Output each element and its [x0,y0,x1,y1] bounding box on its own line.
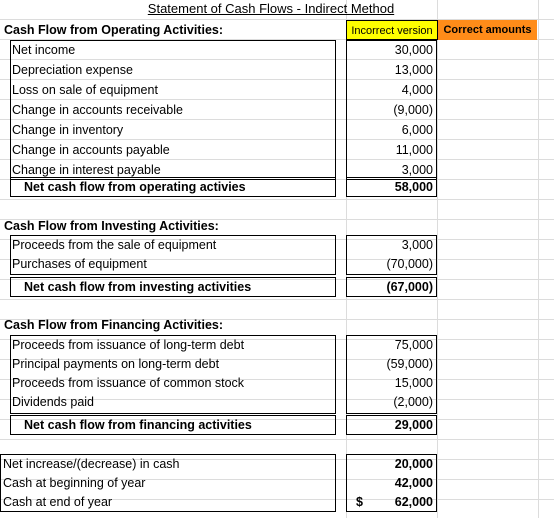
operating-item-label: Change in inventory [12,123,124,137]
summary-item-value[interactable]: 62,000 [394,495,433,509]
operating-item-value[interactable]: (9,000) [393,103,433,117]
gridline [0,199,554,200]
summary-item-label: Net increase/(decrease) in cash [3,457,180,471]
operating-item-value[interactable]: 30,000 [394,43,433,57]
summary-item-label: Cash at beginning of year [3,476,146,490]
operating-header: Cash Flow from Operating Activities: [4,23,224,37]
investing-item-value[interactable]: 3,000 [401,238,433,252]
summary-item-label: Cash at end of year [3,495,113,509]
summary-item-value[interactable]: 42,000 [394,476,433,490]
gridline [0,299,554,300]
investing-total-label: Net cash flow from investing activities [24,280,252,294]
operating-total-label: Net cash flow from operating activies [24,180,246,194]
gridline [0,439,554,440]
operating-item-value[interactable]: 6,000 [401,123,433,137]
financing-header: Cash Flow from Financing Activities: [4,318,224,332]
operating-item-value[interactable]: 11,000 [395,143,433,157]
investing-item-label: Purchases of equipment [12,257,147,271]
operating-item-value[interactable]: 4,000 [401,83,433,97]
financing-total-label: Net cash flow from financing activities [24,418,252,432]
financing-item-label: Proceeds from issuance of long-term debt [12,338,245,352]
operating-item-label: Change in interest payable [12,163,161,177]
financing-item-label: Dividends paid [12,395,94,409]
investing-total-value[interactable]: (67,000) [386,280,433,294]
operating-item-label: Loss on sale of equipment [12,83,158,97]
column-header-incorrect[interactable]: Incorrect version [346,20,438,40]
column-header-correct[interactable]: Correct amounts [438,20,537,40]
operating-total-value[interactable]: 58,000 [394,180,433,194]
financing-item-value[interactable]: 15,000 [394,376,433,390]
currency-symbol: $ [356,495,363,509]
financing-item-label: Principal payments on long-term debt [12,357,220,371]
financing-item-value[interactable]: (2,000) [393,395,433,409]
operating-item-value[interactable]: 13,000 [394,63,433,77]
investing-header: Cash Flow from Investing Activities: [4,219,219,233]
summary-item-value[interactable]: 20,000 [394,457,433,471]
operating-item-value[interactable]: 3,000 [401,163,433,177]
financing-item-value[interactable]: 75,000 [394,338,433,352]
financing-item-value[interactable]: (59,000) [386,357,433,371]
operating-item-label: Change in accounts payable [12,143,170,157]
investing-item-value[interactable]: (70,000) [386,257,433,271]
operating-item-label: Net income [12,43,76,57]
financing-item-label: Proceeds from issuance of common stock [12,376,245,390]
financing-total-value[interactable]: 29,000 [394,418,433,432]
operating-item-label: Change in accounts receivable [12,103,183,117]
investing-item-label: Proceeds from the sale of equipment [12,238,217,252]
statement-title: Statement of Cash Flows - Indirect Method [147,1,395,16]
operating-item-label: Depreciation expense [12,63,133,77]
